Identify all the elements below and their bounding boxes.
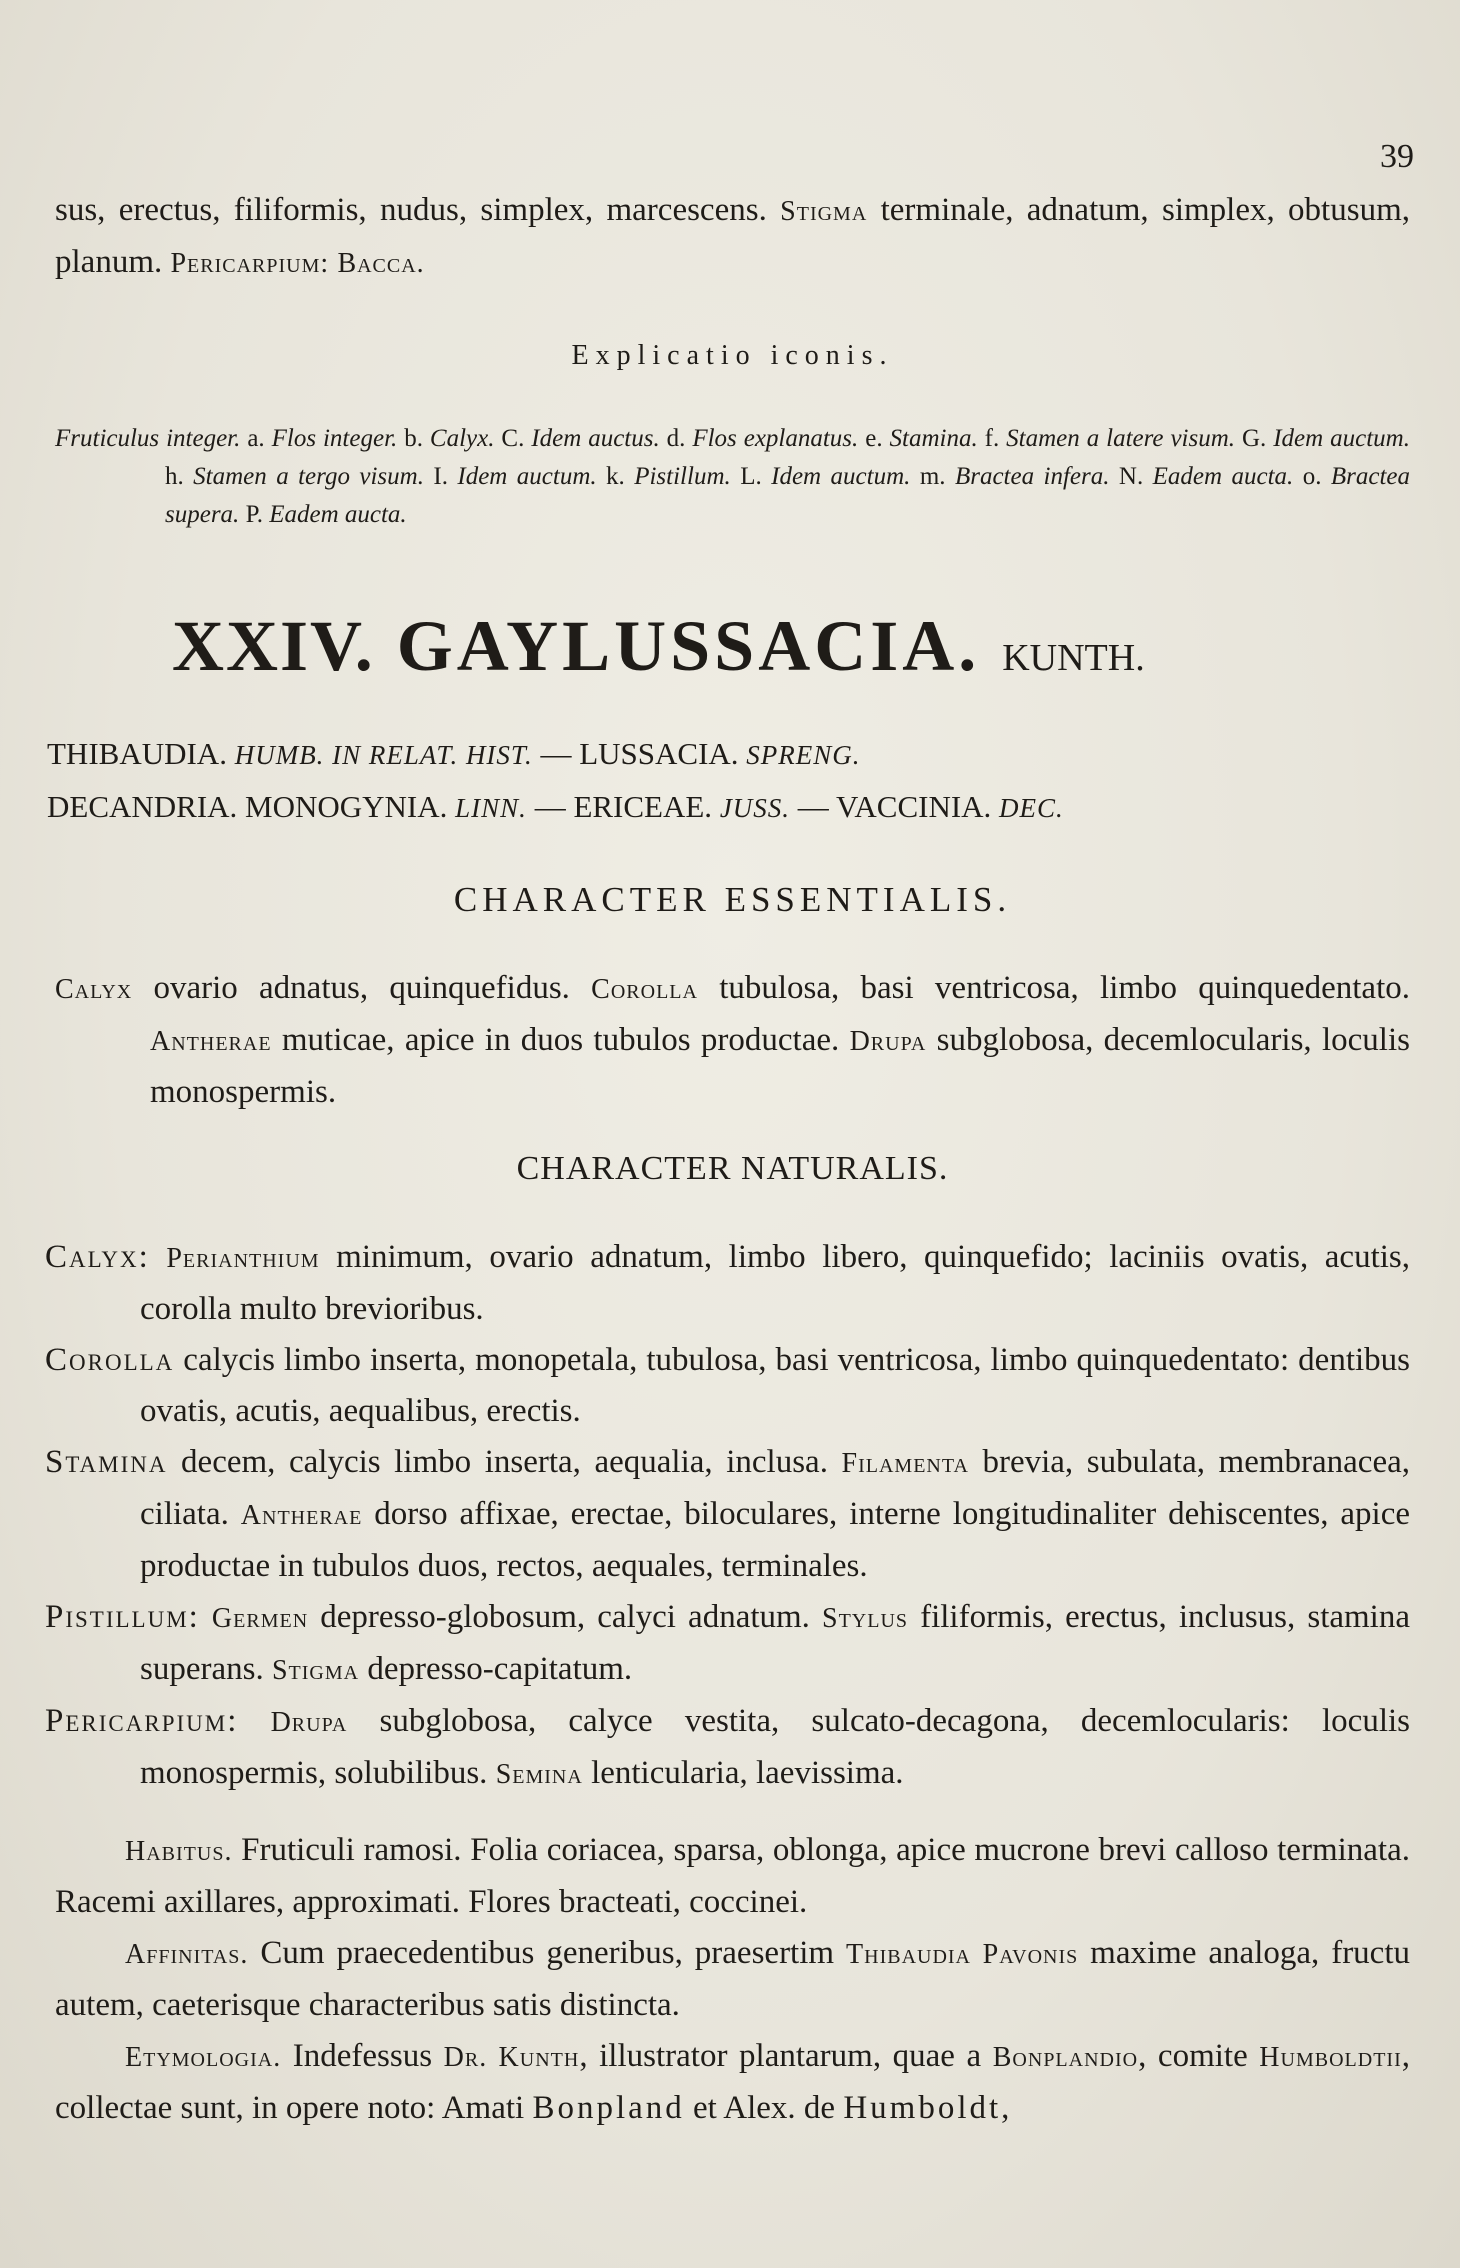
affinitas-paragraph [55,1928,1410,2031]
text: muticae, apice in duos tubulos productae. [271,1022,850,1058]
calyx-paragraph [45,1232,1410,1335]
genus-heading [172,605,1372,688]
text: calycis limbo inserta, monopetala, tubulosa, basi ventricosa, limbo quinquedentato: dentibus ovatis, acutis, aequalibus, erectis. [140,1342,1410,1429]
fig-item: Idem auctum. [457,463,597,490]
fig-item: Fruticulus integer. [55,425,241,452]
text: , comite [1138,2038,1260,2074]
fig-item: Idem auctus. [531,425,660,452]
fig-item: Bractea infera. [954,463,1110,490]
synonymy [47,728,1402,834]
fig-letter: o. [1293,463,1331,490]
label-pistillum: Pistillum: [45,1599,200,1635]
fig-item: Pistillum. [634,463,731,490]
text: , collectae sunt, in opere noto: Amati [55,2038,1410,2126]
pistillum-paragraph [45,1592,1410,1696]
continuation-paragraph [55,185,1410,289]
text: ovario adnatus, quinquefidus. [132,970,592,1006]
label-calyx: Calyx: [45,1239,150,1275]
label-drupa: Drupa [270,1707,348,1738]
text: tubulosa, basi ventricosa, limbo quinquedentato. [697,970,1410,1006]
genus-author: KUNTH. [1002,637,1145,679]
page-number: 39 [1380,138,1414,175]
heading-naturalis: CHARACTER NATURALIS. [516,1150,949,1187]
text: sus, erectus, filiformis, nudus, simplex, marcescens. [55,192,781,228]
text: Fruticuli ramosi. Folia coriacea, sparsa, oblonga, apice mucrone brevi calloso terminata. Racemi axillares, approximati. Flores bracteati, coccinei. [55,1832,1410,1920]
fig-item: Flos explanatus. [692,425,859,452]
fig-item: Idem auctum. [1273,425,1410,452]
genus-number: XXIV. [172,606,375,686]
habitus-paragraph [55,1825,1410,1928]
citation: JUSS. [719,793,791,823]
label-filamenta: Filamenta [841,1448,969,1479]
label-etymologia: Etymologia. [125,2042,282,2073]
explicatio-title: Explicatio iconis. [571,340,894,371]
fig-letter: P. [239,501,270,528]
fig-letter: b. [397,425,430,452]
text: DECANDRIA. MONOGYNIA. [47,789,456,824]
text: subglobosa, decemlocularis, loculis monospermis. [150,1022,1410,1110]
name-humboldt: Humboldt, [843,2090,1013,2126]
fig-letter: G. [1235,425,1274,452]
citation: SPRENG. [746,740,861,770]
label-corolla: Corolla [45,1342,175,1378]
fig-letter: L. [730,463,772,490]
citation: DEC. [999,793,1064,823]
name-humboldtii: Humboldtii [1259,2042,1402,2073]
character-naturalis [45,1232,1410,1800]
label-pericarpium: Pericarpium: [170,248,330,279]
fig-item: Calyx. [429,425,495,452]
text: filiformis, erectus, inclusus, stamina superans. [140,1599,1410,1687]
text: brevia, subulata, membranacea, ciliata. [140,1444,1410,1532]
fig-item: Eadem aucta. [269,501,407,528]
fig-item: Stamina. [889,425,978,452]
fig-letter: d. [659,425,693,452]
figure-explanation [55,420,1410,534]
text: depresso-globosum, calyci adnatum. [308,1599,823,1635]
label-semina: Semina [495,1759,583,1790]
text: — LUSSACIA. [532,736,747,771]
label-calyx: Calyx [55,974,133,1005]
text: — ERICEAE. [526,789,720,824]
fig-letter: f. [977,425,1007,452]
heading-essentialis: CHARACTER ESSENTIALIS. [453,880,1012,919]
label-stamina: Stamina [45,1444,168,1480]
name-bonpland: Bonpland [532,2090,685,2126]
fig-letter: m. [910,463,955,490]
corolla-paragraph [45,1335,1410,1437]
label-stigma: Stigma [271,1655,360,1686]
fig-item: Stamen a tergo visum. [193,463,424,490]
fig-item: Idem auctum. [771,463,911,490]
label-corolla: Corolla [591,974,698,1005]
text: , illustrator plantarum, quae a [579,2038,993,2074]
fig-letter: C. [494,425,532,452]
fig-letter: I. [423,463,458,490]
fig-item: Bractea supera. [165,463,1410,528]
stamina-paragraph [45,1437,1410,1592]
synonym-line [47,728,1402,781]
fig-item: Stamen a latere visum. [1006,425,1236,452]
label-stigma: Stigma [780,196,868,227]
text: depresso-capitatum. [359,1651,633,1687]
text: dorso affixae, erectae, biloculares, interne longitudinaliter dehiscentes, apice productae in tubulos duos, rectos, aequales, terminales. [140,1496,1410,1584]
fig-letter: e. [858,425,890,452]
citation: LINN. [455,793,527,823]
label-perianthium: Perianthium [166,1243,320,1274]
fig-letter: k. [596,463,635,490]
etymologia-paragraph [55,2031,1410,2134]
label-stylus: Stylus [822,1603,909,1634]
text: subglobosa, calyce vestita, sulcato-decagona, decemlocularis: loculis monospermis, solubilibus. [140,1703,1410,1791]
text: decem, calycis limbo inserta, aequalia, inclusa. [167,1444,842,1480]
citation: HUMB. IN RELAT. HIST. [234,740,533,770]
label-thibaudia-pavonis: Thibaudia Pavonis [846,1939,1079,1970]
fig-letter: h. [165,463,194,490]
text: lenticularia, laevissima. [582,1755,904,1791]
text: Cum praecedentibus generibus, praesertim [248,1935,847,1971]
text: maxime analoga, fructu autem, caeterisque characteribus satis distincta. [55,1935,1410,2023]
label-drupa: Drupa [849,1026,927,1057]
label-habitus: Habitus. [125,1836,233,1867]
name-dr-kunth: Dr. Kunth [443,2042,580,2073]
genus-name: GAYLUSSACIA. [396,606,981,686]
fig-letter: N. [1109,463,1153,490]
label-germen: Germen [211,1603,309,1634]
text: terminale, adnatum, simplex, obtusum, planum. [55,192,1410,280]
fig-item: Eadem aucta. [1152,463,1294,490]
text: et Alex. de [684,2090,844,2126]
classification-line [47,781,1402,834]
text: — VACCINIA. [790,789,1000,824]
fig-item: Flos integer. [271,425,398,452]
label-bacca: Bacca. [337,248,425,279]
label-pericarpium: Pericarpium: [45,1703,239,1739]
label-antherae: Antherae [150,1026,272,1057]
label-affinitas: Affinitas. [125,1939,249,1970]
fig-letter: a. [240,425,272,452]
name-bonplandio: Bonplandio [992,2042,1139,2073]
character-essentialis [55,963,1410,1118]
text: minimum, ovario adnatum, limbo libero, quinquefido; laciniis ovatis, acutis, corolla multo brevioribus. [140,1239,1410,1327]
text: Indefessus [281,2038,444,2074]
notes [55,1825,1410,2134]
label-antherae: Antherae [240,1500,363,1531]
pericarpium-paragraph [45,1696,1410,1800]
text: THIBAUDIA. [47,736,235,771]
